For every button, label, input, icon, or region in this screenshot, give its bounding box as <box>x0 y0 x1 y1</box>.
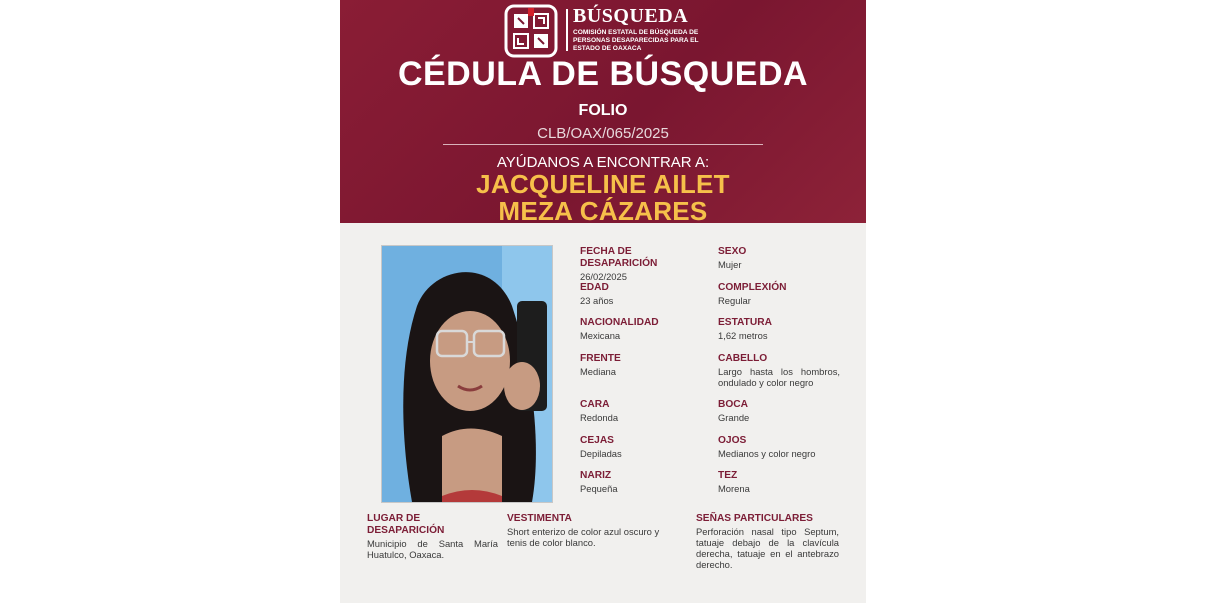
estatura-label: ESTATURA <box>718 317 772 328</box>
cejas-value: Depiladas <box>580 448 622 459</box>
cabello-label: CABELLO <box>718 353 768 364</box>
ojos-value: Medianos y color negro <box>718 448 816 459</box>
field-fecha <box>580 246 705 282</box>
org-subtitle: COMISIÓN ESTATAL DE BÚSQUEDA DE PERSONAS DESAPARECIDAS PARA EL ESTADO DE OAXACA <box>573 29 699 52</box>
field-boca <box>718 399 848 423</box>
search-poster <box>340 0 866 603</box>
org-title: BÚSQUEDA <box>573 5 689 27</box>
field-cabello <box>718 353 840 388</box>
nariz-value: Pequeña <box>580 483 618 494</box>
fecha-value: 26/02/2025 <box>580 271 627 282</box>
tez-value: Morena <box>718 483 750 494</box>
cara-label: CARA <box>580 399 610 410</box>
field-senas <box>696 513 839 570</box>
folio-value: CLB/OAX/065/2025 <box>537 125 669 142</box>
frente-label: FRENTE <box>580 353 621 364</box>
complexion-value: Regular <box>718 295 751 306</box>
help-text: AYÚDANOS A ENCONTRAR A: <box>496 154 710 171</box>
page-title: CÉDULA DE BÚSQUEDA <box>397 55 809 93</box>
field-tez <box>718 470 848 494</box>
field-cara <box>580 399 710 423</box>
folio-divider <box>443 144 763 145</box>
field-frente <box>580 353 710 377</box>
lugar-label: LUGAR DE DESAPARICIÓN <box>367 513 445 536</box>
cara-value: Redonda <box>580 412 619 423</box>
sexo-value: Mujer <box>718 259 742 270</box>
field-nacionalidad <box>580 317 710 341</box>
fecha-label: FECHA DE DESAPARICIÓN <box>580 246 658 269</box>
missing-person-photo <box>381 245 553 503</box>
lugar-value: Municipio de Santa María Huatulco, Oaxaca. <box>367 538 498 560</box>
field-edad <box>580 282 710 306</box>
field-complexion <box>718 282 848 306</box>
field-lugar <box>367 513 498 560</box>
field-estatura <box>718 317 848 341</box>
field-cejas <box>580 435 710 459</box>
missing-person-name-first: JACQUELINE AILET <box>476 169 730 199</box>
commission-logo-icon <box>504 4 558 58</box>
poster-header <box>340 0 866 226</box>
estatura-value: 1,62 metros <box>718 330 768 341</box>
edad-label: EDAD <box>580 282 609 293</box>
senas-label: SEÑAS PARTICULARES <box>696 513 813 524</box>
sexo-label: SEXO <box>718 246 747 257</box>
frente-value: Mediana <box>580 366 616 377</box>
missing-person-name-last: MEZA CÁZARES <box>498 196 708 226</box>
tez-label: TEZ <box>718 470 738 481</box>
complexion-label: COMPLEXIÓN <box>718 282 787 293</box>
cabello-value: Largo hasta los hombros, ondulado y color negro <box>718 366 840 388</box>
field-sexo <box>718 246 848 270</box>
vestimenta-label: VESTIMENTA <box>507 513 572 524</box>
vestimenta-value: Short enterizo de color azul oscuro y tenis de color blanco. <box>507 526 660 548</box>
logo-divider <box>566 9 568 51</box>
nacionalidad-value: Mexicana <box>580 330 621 341</box>
ojos-label: OJOS <box>718 435 747 446</box>
folio-label: FOLIO <box>578 102 628 119</box>
boca-value: Grande <box>718 412 750 423</box>
nariz-label: NARIZ <box>580 470 612 481</box>
nacionalidad-label: NACIONALIDAD <box>580 317 659 328</box>
field-vestimenta <box>507 513 661 548</box>
field-ojos <box>718 435 848 459</box>
boca-label: BOCA <box>718 399 748 410</box>
cejas-label: CEJAS <box>580 435 614 446</box>
field-nariz <box>580 470 710 494</box>
edad-value: 23 años <box>580 295 614 306</box>
senas-value: Perforación nasal tipo Septum, tatuaje debajo de la clavícula derecha, tatuaje en el antebrazo derecho. <box>696 526 839 570</box>
